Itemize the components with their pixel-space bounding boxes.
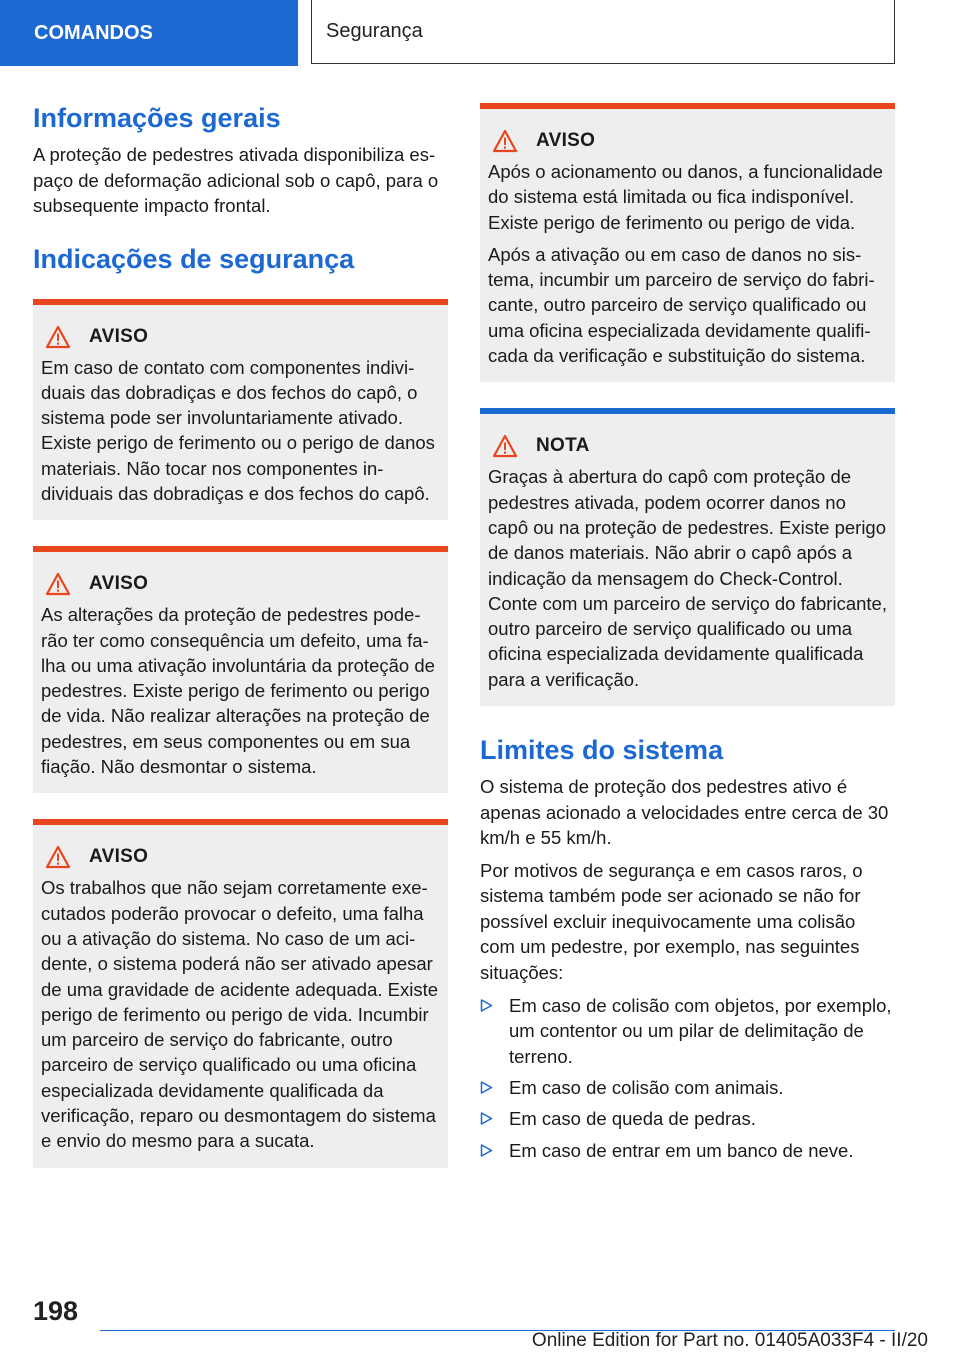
section-tab [0,0,298,66]
warning-box-2 [33,546,448,793]
list-item-text: Em caso de colisão com animais. [509,1076,784,1098]
list-item-text: Em caso de queda de pedras. [509,1108,756,1130]
limits-text-1: O sistema de proteção dos pedestres ativo é apenas acionado a velocidades entre cerca de 30 km/h e 55 km/h. [480,776,889,849]
list-item-text: Em caso de colisão com objetos, por exemplo, um contentor ou um pilar de delimitação de terreno. [509,995,892,1067]
warning-triangle-icon [492,434,518,458]
page-number: 198 [33,1296,79,1326]
info-heading: Informações gerais [33,103,281,133]
triangle-right-icon [480,1112,493,1125]
note-box [480,408,895,706]
triangle-right-icon [480,1081,493,1094]
edition-text: Online Edition for Part no. 01405A033F4 - II/20 [531,1330,928,1351]
situations-list [480,993,895,1163]
limits-text-2: Por motivos de segurança e em casos raros, o sistema também pode ser acionado se não for possível excluir inequivocamente uma colisão com um pedestre, por exemplo, nas seguintes situações: [480,859,863,983]
note-text: Graças à abertura do capô com proteção de pedestres ativada, podem ocorrer danos no capô ou na proteção de pedestres. Existe perigo de danos materiais. Não abrir o capô após a indicação da mensagem do Check-Control. Conte com um parceiro de serviço do fabricante, outro parceiro de serviço qualificado ou uma oficina especializada devidamente qualificada para a verificação. [488,466,887,690]
warning-title: AVISO [89,325,149,347]
warning-box-4 [480,103,895,382]
warning-box-3 [33,819,448,1167]
warning-text: Após o acionamento ou danos, a funcionalidade do sistema está limitada ou fica indisponível. Existe perigo de ferimento ou perigo de vida. [488,161,883,233]
list-item [480,1138,895,1163]
footer-edition [532,1330,928,1352]
list-item [480,993,895,1069]
warning-text: Em caso de contato com componentes individuais das dobradiças e dos fechos do capô, o sistema pode ser involuntariamente ativado. Existe perigo de ferimento ou o perigo de danos materiais. Não tocar nos componentes individuais das dobradiças e dos fechos do capô. [41,356,435,504]
warning-title: AVISO [536,130,596,151]
warning-text: Após a ativação ou em caso de danos no sistema, incumbir um parceiro de serviço do fabricante, outro parceiro de serviço qualificado ou uma oficina especializada devidamente qualificada da verificação e substituição do sistema. [488,243,875,367]
warning-text: Os trabalhos que não sejam corretamente executados poderão provocar o defeito, uma falha ou a ativação do sistema. No caso de um acidente, o sistema poderá não ser ativado apesar de uma gravidade de acidente adequada. Existe perigo de ferimento ou perigo de vida. Incumbir um parceiro de serviço do fabricante, outro parceiro de serviço qualificado ou uma oficina especializada devidamente qualificada da verificação, reparo ou desmontagem do sistema e envio do mesmo para a sucata. [41,877,439,1152]
right-column [480,103,895,1169]
warning-title: AVISO [89,846,149,868]
chapter-tab [311,0,895,64]
left-column [33,100,448,1194]
list-item [480,1075,895,1100]
warning-text: As alterações da proteção de pedestres poderão ter como consequência um defeito, uma falha ou uma ativação involuntária da proteção de pedestres. Existe perigo de ferimento ou perigo de vida. Não realizar alterações na proteção de pedestres, em seus componentes ou em sua fiação. Não desmontar o sistema. [41,604,435,778]
limits-heading: Limites do sistema [480,735,724,766]
section-label: COMANDOS [34,21,153,44]
warning-box-1 [33,299,448,521]
warning-title: AVISO [89,573,149,595]
triangle-right-icon [480,999,493,1012]
list-item-text: Em caso de entrar em um banco de neve. [509,1139,854,1161]
warning-triangle-icon [45,845,71,869]
warning-triangle-icon [45,325,71,349]
info-text: A proteção de pedestres ativada disponibiliza espaço de deformação adicional sob o capô, para o subsequente impacto frontal. [33,144,439,216]
warning-triangle-icon [492,129,518,153]
chapter-label: Segurança [326,20,423,42]
list-item [480,1106,895,1131]
safety-heading: Indicações de segurança [33,243,355,274]
note-title: NOTA [536,435,590,457]
warning-triangle-icon [45,572,71,596]
triangle-right-icon [480,1144,493,1157]
